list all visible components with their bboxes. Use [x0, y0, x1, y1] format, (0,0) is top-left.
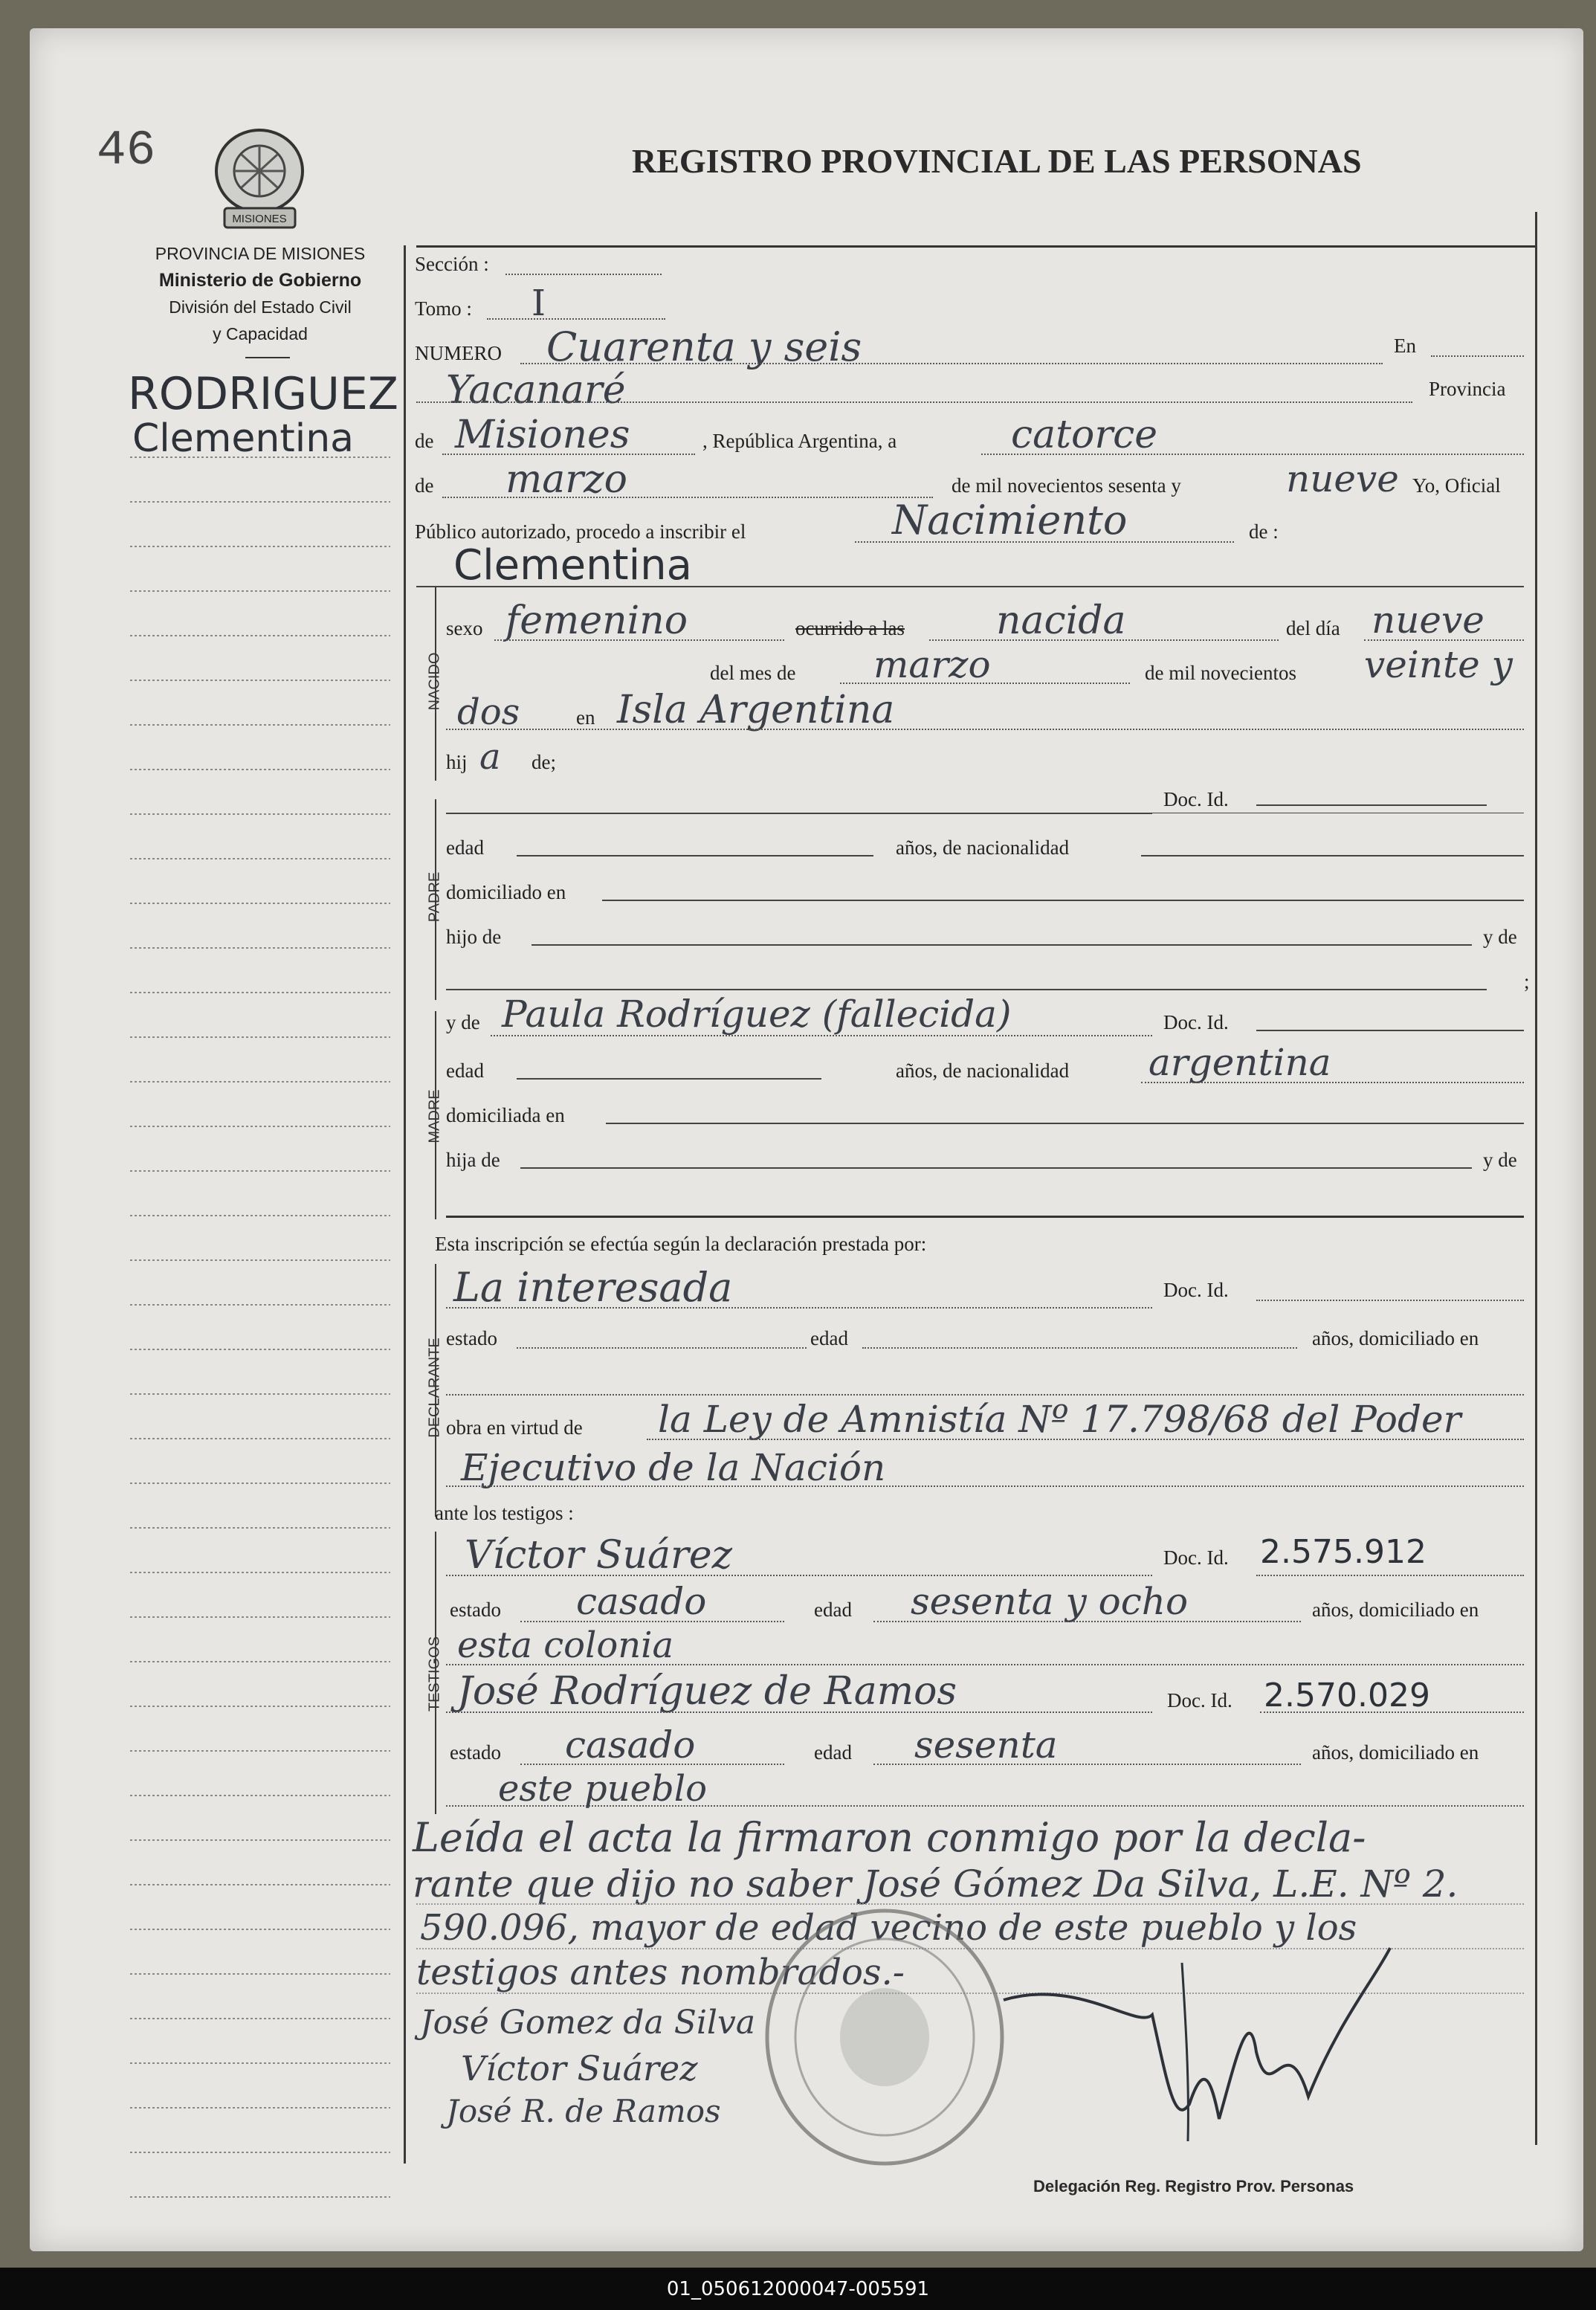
line-madre-end [446, 1216, 1524, 1218]
value-tomo: I [532, 283, 546, 324]
value-testigo2-edad: sesenta [914, 1723, 1058, 1767]
label-anios-dom-t1: años, domiciliado en [1312, 1598, 1479, 1621]
label-republica: , República Argentina, a [702, 430, 897, 452]
label-doc-id-padre: Doc. Id. [1163, 788, 1229, 810]
label-ante-testigos: ante los testigos : [435, 1502, 574, 1524]
line-testigo2 [446, 1711, 1152, 1713]
section-padre: PADRE [426, 871, 443, 923]
label-y-de-padre: y de [1483, 926, 1517, 948]
line-estado-t2 [520, 1764, 784, 1765]
label-doc-id-t1: Doc. Id. [1163, 1546, 1229, 1569]
line-provincia [442, 454, 695, 455]
label-en: En [1394, 335, 1416, 357]
value-testigo1-dom: esta colonia [457, 1625, 674, 1666]
label-seccion: Sección : [415, 253, 489, 275]
value-mes: marzo [505, 457, 627, 502]
line-hija-de [520, 1167, 1472, 1169]
label-publico: Público autorizado, procedo a inscribir el [415, 520, 746, 543]
label-anios-dom-t2: años, domiciliado en [1312, 1741, 1479, 1764]
label-doc-id-declarante: Doc. Id. [1163, 1279, 1229, 1301]
section-declarante: DECLARANTE [426, 1338, 443, 1438]
line-doc-t1 [1256, 1575, 1524, 1576]
label-obra: obra en virtud de [446, 1416, 583, 1439]
value-madre-nac: argentina [1148, 1041, 1331, 1084]
margin-given-name: Clementina [132, 416, 355, 461]
label-anios-dom-declarante: años, domiciliado en [1312, 1327, 1479, 1349]
label-y-de-madre: y de [446, 1011, 480, 1033]
line-acto [855, 541, 1234, 543]
top-frame-line [416, 245, 1535, 248]
line-edad-madre [517, 1078, 821, 1080]
section-nacido: NACIDO [426, 652, 443, 711]
signature-2: Víctor Suárez [461, 2048, 698, 2088]
left-frame-line [404, 245, 406, 2164]
svg-text:MISIONES: MISIONES [232, 213, 287, 225]
line-numero [520, 363, 1383, 364]
label-hij: hij [446, 751, 468, 773]
line-madre [491, 1035, 1152, 1036]
line-mes-nac [840, 683, 1130, 684]
value-testigo2-doc: 2.570.029 [1264, 1677, 1430, 1714]
value-dia: catorce [1011, 413, 1158, 457]
value-hij-suffix: a [479, 736, 501, 778]
line-doc-declarante [1256, 1300, 1524, 1301]
office-line-2: Ministerio de Gobierno [158, 270, 362, 291]
line-nac-madre [1141, 1082, 1524, 1083]
label-nac-madre: años, de nacionalidad [896, 1059, 1070, 1082]
label-dom-padre: domiciliado en [446, 881, 566, 903]
label-edad-t1: edad [814, 1598, 852, 1621]
line-lugar [416, 401, 1412, 403]
line-dom-declarante [446, 1394, 1524, 1396]
label-provincia: Provincia [1429, 378, 1506, 400]
label-doc-id-madre: Doc. Id. [1163, 1011, 1229, 1033]
line-estado-t1 [520, 1621, 784, 1622]
value-ocurrido: nacida [996, 599, 1126, 643]
label-doc-id-t2: Doc. Id. [1167, 1689, 1232, 1711]
official-stamp [758, 1903, 1011, 2171]
value-provincia: Misiones [455, 413, 630, 457]
official-signature [989, 1933, 1405, 2156]
section-testigos: TESTIGOS [426, 1636, 443, 1712]
label-en-2: en [576, 706, 595, 729]
value-testigo1-estado: casado [576, 1580, 707, 1623]
label-de-semi: de; [532, 751, 556, 773]
label-tomo: Tomo : [415, 297, 472, 320]
page-number: 46 [97, 123, 156, 178]
value-acto: Nacimiento [892, 497, 1128, 543]
value-anio-nac-2: dos [457, 691, 520, 733]
line-en [1431, 355, 1524, 357]
value-obra: la Ley de Amnistía Nº 17.798/68 del Poder [658, 1398, 1461, 1441]
line-obra [647, 1439, 1524, 1440]
line-testigo1 [446, 1575, 1152, 1576]
value-testigo2: José Rodríguez de Ramos [457, 1669, 957, 1714]
label-hijo-de: hijo de [446, 926, 502, 948]
value-declarante: La interesada [453, 1264, 733, 1311]
line-dia [981, 454, 1524, 455]
value-testigo2-estado: casado [565, 1723, 696, 1767]
value-testigo1-doc: 2.575.912 [1260, 1533, 1427, 1571]
line-edad-t2 [873, 1764, 1301, 1765]
value-anio-nac-1: veinte y [1364, 643, 1513, 686]
label-edad-t2: edad [814, 1741, 852, 1764]
label-mil-novecientos: de mil novecientos [1145, 662, 1296, 684]
line-dom-padre [602, 900, 1524, 901]
label-yo-oficial: Yo, Oficial [1412, 474, 1501, 497]
label-del-dia: del día [1286, 617, 1340, 639]
line-sexo [494, 639, 784, 641]
label-edad-madre: edad [446, 1059, 484, 1082]
signature-1: José Gomez da Silva [420, 2004, 756, 2042]
line-tomo [487, 318, 665, 320]
line-dom-madre [606, 1123, 1524, 1124]
line-edad-t1 [873, 1621, 1301, 1622]
label-hija-de: hija de [446, 1149, 500, 1171]
margin-surname: RODRIGUEZ [128, 368, 398, 420]
line-doc-padre [1256, 804, 1487, 806]
office-line-3: División del Estado Civil [169, 297, 352, 317]
value-madre: Paula Rodríguez (fallecida) [502, 993, 1012, 1036]
label-esta-inscripcion: Esta inscripción se efectúa según la declaración prestada por: [435, 1233, 927, 1255]
value-dia-nac: nueve [1372, 599, 1484, 642]
line-estado-declarante [517, 1347, 807, 1349]
label-dom-madre: domiciliada en [446, 1104, 565, 1126]
line-edad-declarante [862, 1347, 1297, 1349]
footer-code: 01_050612000047-005591 [666, 2277, 930, 2300]
note-line-3: 590.096, mayor de edad vecino de este pueblo y los [420, 1907, 1357, 1949]
provincial-seal [210, 126, 310, 238]
line-dom-t1 [446, 1664, 1524, 1665]
label-mil-sesenta: de mil novecientos sesenta y [952, 474, 1181, 497]
value-lugar: Yacanaré [446, 368, 626, 413]
label-estado-declarante: estado [446, 1327, 497, 1349]
note-line-2: rante que dijo no saber José Gómez Da Silva, L.E. Nº 2. [413, 1862, 1458, 1906]
line-doc-t2 [1260, 1711, 1524, 1713]
value-numero: Cuarenta y seis [546, 323, 862, 370]
label-de-colon: de : [1249, 520, 1279, 543]
scan-footer [0, 2268, 1596, 2310]
office-underline [245, 357, 290, 358]
label-del-mes: del mes de [710, 662, 796, 684]
line-doc-madre [1256, 1030, 1524, 1031]
label-ocurrido: ocurrido a las [795, 617, 905, 639]
line-nombre [416, 586, 1524, 587]
label-sexo: sexo [446, 617, 483, 639]
page-title: REGISTRO PROVINCIAL DE LAS PERSONAS [632, 142, 1362, 180]
value-testigo1: Víctor Suárez [465, 1533, 733, 1578]
label-estado-t1: estado [450, 1598, 501, 1621]
note-line-1: Leída el acta la firmaron conmigo por la decla- [413, 1814, 1366, 1861]
label-edad-declarante: edad [810, 1327, 848, 1349]
value-lugar-nac: Isla Argentina [617, 688, 895, 732]
line-seccion [505, 274, 662, 275]
value-testigo1-edad: sesenta y ocho [911, 1580, 1189, 1623]
label-de-2: de [415, 474, 434, 497]
value-nombre: Clementina [453, 541, 692, 590]
line-obra-2 [446, 1485, 1524, 1487]
value-testigo2-dom: este pueblo [498, 1768, 708, 1810]
right-frame-line [1535, 212, 1537, 2145]
label-de: de [415, 430, 434, 452]
office-block [119, 240, 401, 347]
line-dom-t2 [446, 1805, 1524, 1807]
value-obra-2: Ejecutivo de la Nación [461, 1446, 886, 1489]
label-edad-padre: edad [446, 836, 484, 859]
line-declarante [446, 1307, 1152, 1309]
line-mes [442, 497, 933, 498]
label-semicolon: ; [1524, 970, 1530, 993]
line-dia-nac [1364, 639, 1524, 641]
label-numero: NUMERO [415, 342, 503, 364]
office-line-1: PROVINCIA DE MISIONES [155, 244, 366, 263]
note-line-4: testigos antes nombrados.- [416, 1952, 905, 1993]
value-anio: nueve [1286, 457, 1399, 500]
label-y-de-madre-2: y de [1483, 1149, 1517, 1171]
line-padre-extra [446, 989, 1487, 990]
value-mes-nac: marzo [873, 643, 991, 686]
line-hijo-de [532, 944, 1472, 946]
label-estado-t2: estado [450, 1741, 501, 1764]
delegacion-stamp: Delegación Reg. Registro Prov. Personas [1033, 2177, 1354, 2196]
section-madre: MADRE [426, 1089, 443, 1143]
office-line-4: y Capacidad [213, 324, 308, 343]
line-lugar-nac [446, 729, 1524, 730]
line-ocurrido [929, 639, 1279, 641]
label-nac-padre: años, de nacionalidad [896, 836, 1070, 859]
line-edad-padre [517, 855, 873, 856]
line-nac-padre [1141, 855, 1524, 856]
signature-3: José R. de Ramos [446, 2093, 721, 2129]
value-sexo: femenino [505, 599, 688, 643]
